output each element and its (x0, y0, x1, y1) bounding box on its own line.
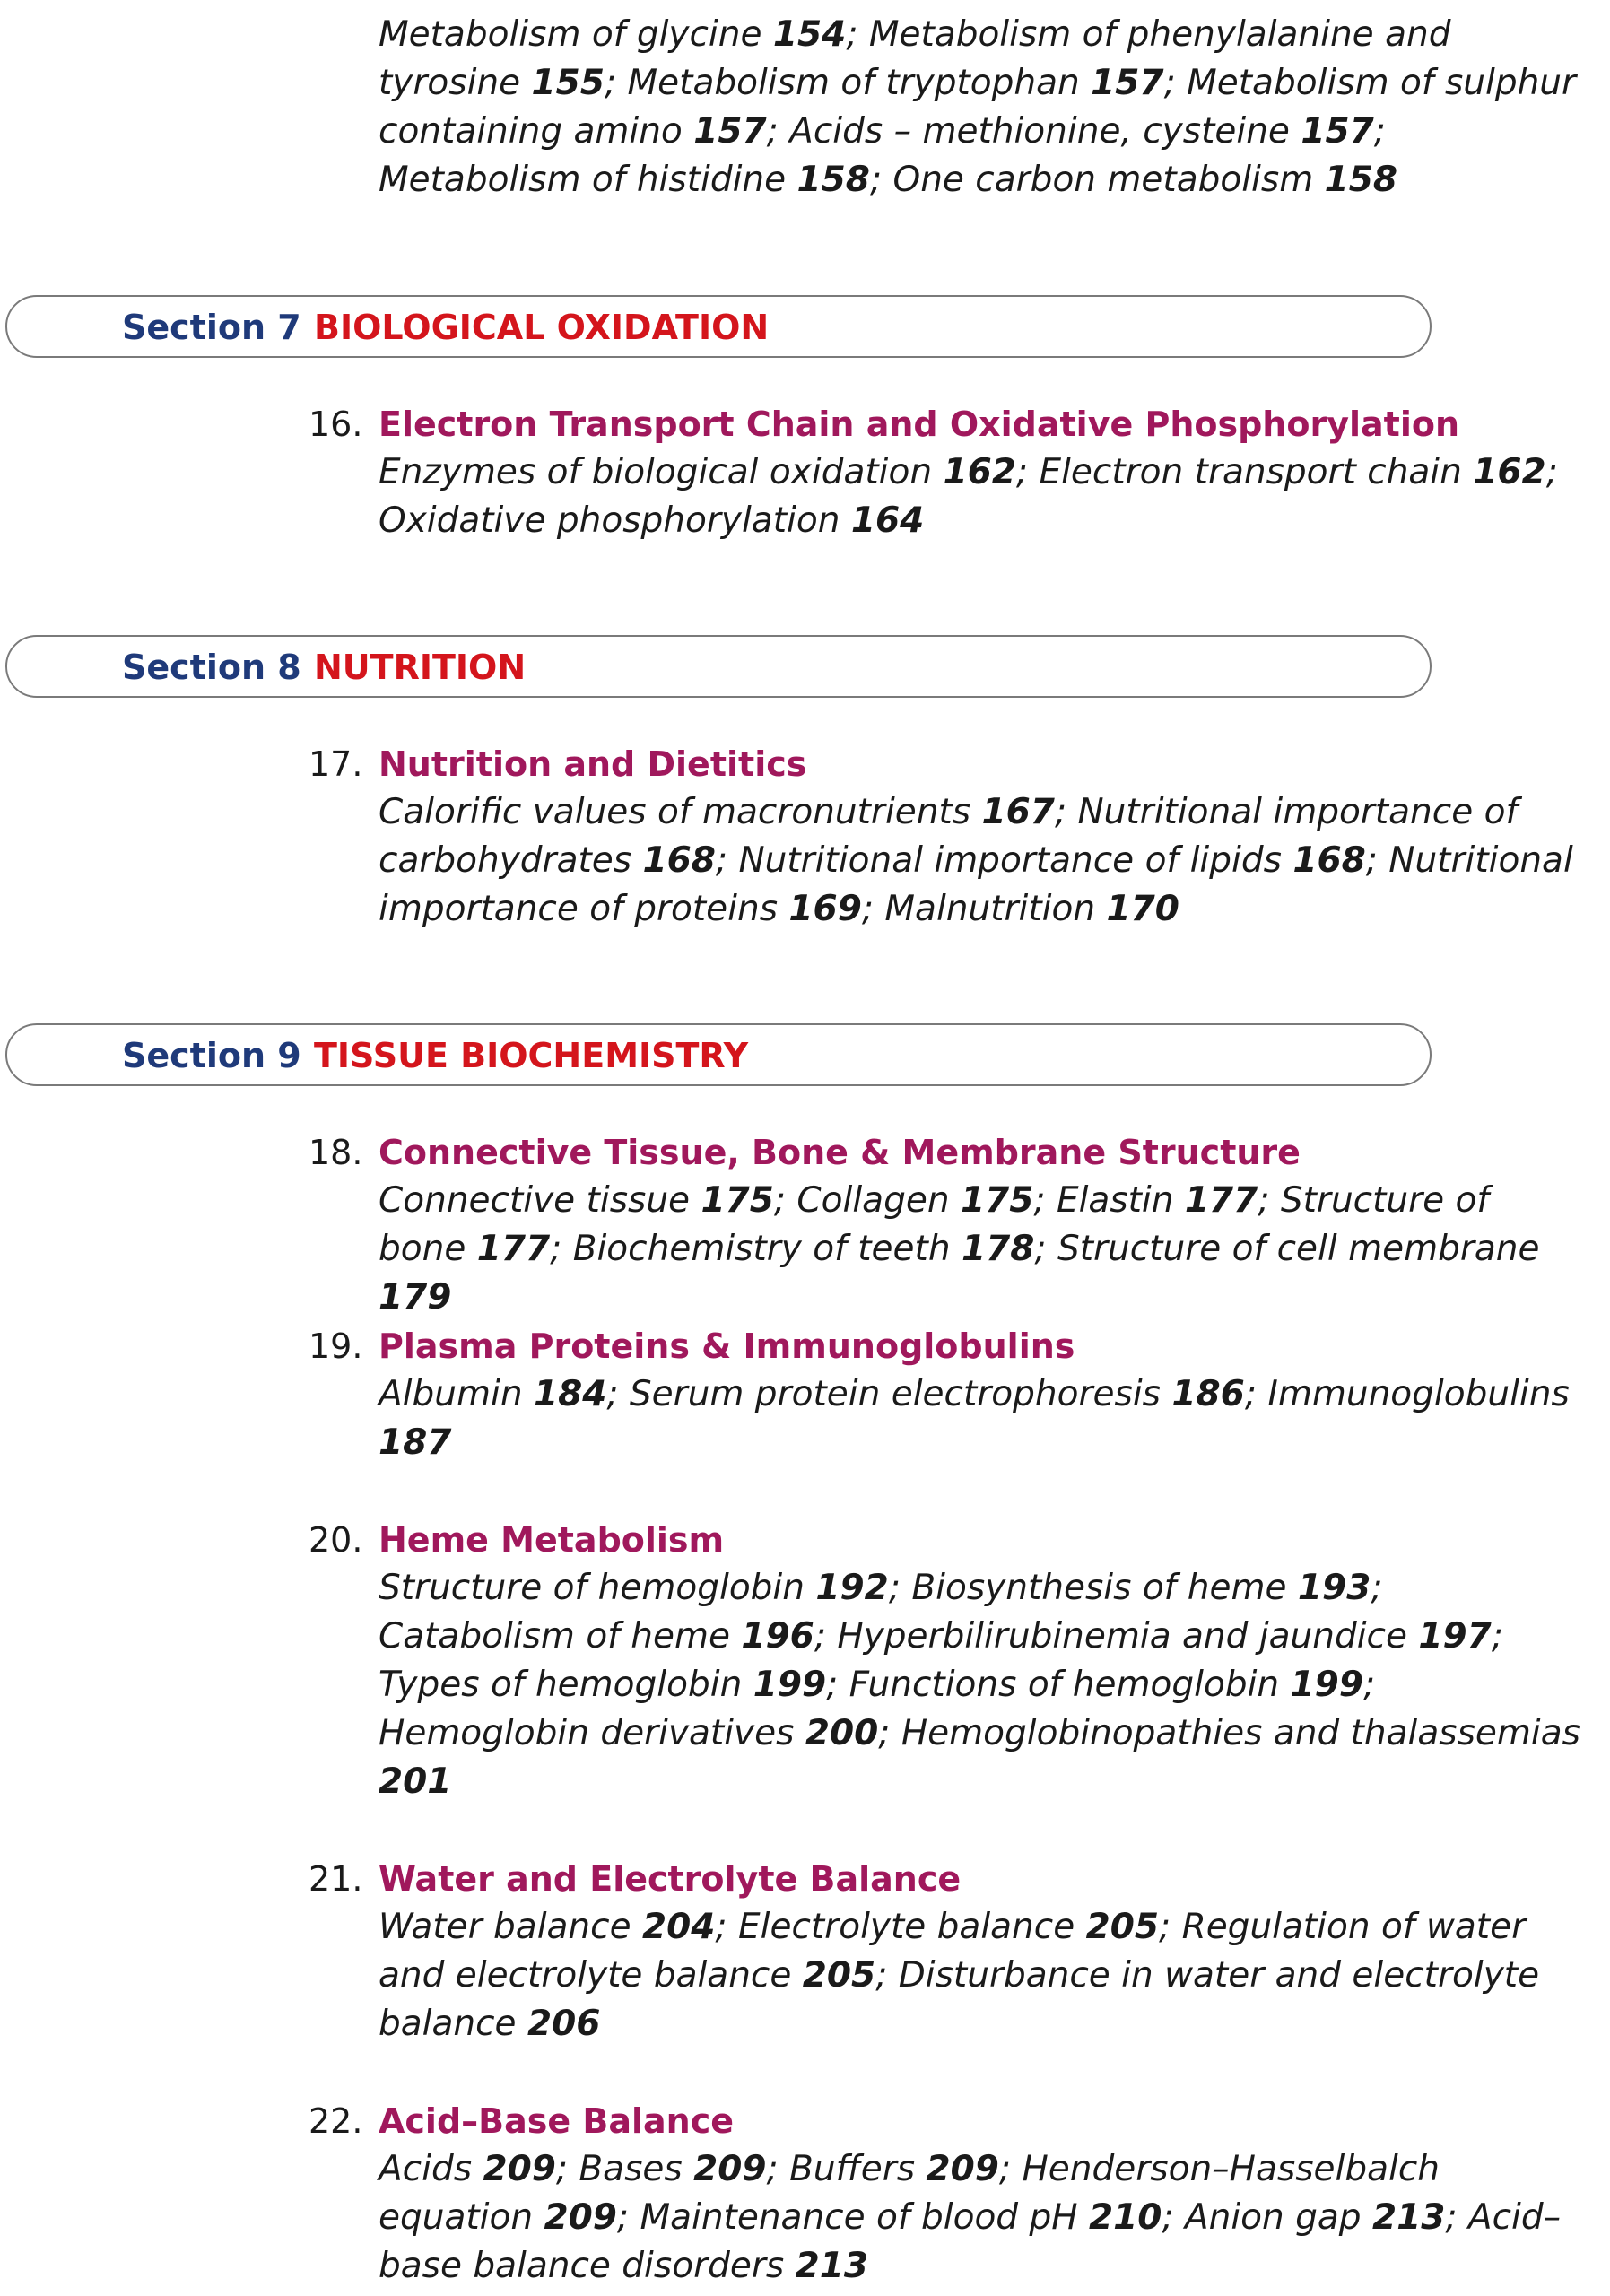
topic-page-number: 154 (772, 14, 847, 55)
topic-page-number: 164 (850, 500, 925, 541)
chapter-heading (309, 1322, 1582, 1370)
topic-text: Hemoglobin derivatives (379, 1713, 795, 1753)
section-title: BIOLOGICAL OXIDATION (314, 308, 770, 347)
topic-text: Henderson–Hasselbalch equation (379, 2149, 1440, 2238)
topic-text: One carbon metabolism (892, 160, 1314, 200)
chapter-title: Heme Metabolism (379, 1520, 725, 1560)
topic-text: Metabolism of phenylalanine and tyrosine (379, 14, 1451, 103)
section-header-7 (5, 295, 1432, 358)
chapter-title: Connective Tissue, Bone & Membrane Structure (379, 1133, 1301, 1172)
chapter-heading (309, 1855, 1582, 1903)
topic-text: Nutritional importance of proteins (379, 840, 1573, 929)
topic-text: Acids (379, 2149, 473, 2189)
topic-text: Acids – methionine, cysteine (789, 111, 1290, 152)
topic-text: Collagen (796, 1180, 950, 1221)
chapter-entry (309, 2097, 1582, 2291)
topic-text: Water balance (379, 1907, 631, 1947)
chapter-topic-list: Water balance 204; Electrolyte balance 205; Regulation of water and electrolyte balance 205; Disturbance in water and electrolyte balance 206 (379, 1907, 1540, 2044)
topic-page-number: 184 (533, 1374, 607, 1414)
topic-page-number: 213 (795, 2246, 869, 2286)
chapter-title: Electron Transport Chain and Oxidative Phosphorylation (379, 404, 1459, 444)
topic-page-number: 201 (379, 1761, 452, 1802)
topic-text: Metabolism of histidine (379, 160, 787, 200)
topic-page-number: 157 (693, 111, 767, 152)
chapter-topic-list: Calorific values of macronutrients 167; Nutritional importance of carbohydrates 168; Nutritional importance of lipids 168; Nutritional importance of proteins 169; Malnutrition 170 (379, 792, 1573, 929)
chapter-heading (309, 400, 1582, 448)
topic-text: Metabolism of tryptophan (627, 63, 1080, 103)
chapter-heading (309, 2097, 1582, 2145)
topic-text: Oxidative phosphorylation (379, 500, 840, 541)
topic-text: Hyperbilirubinemia and jaundice (837, 1616, 1407, 1657)
topic-page-number: 167 (981, 792, 1055, 832)
topic-page-number: 210 (1088, 2197, 1162, 2238)
topic-page-number: 199 (1290, 1665, 1363, 1705)
chapter-entry (309, 1322, 1582, 1467)
topic-text: Enzymes of biological oxidation (379, 452, 933, 492)
continued-topic-list: Metabolism of glycine 154; Metabolism of phenylalanine and tyrosine 155; Metabolism of tryptophan 157; Metabolism of sulphur containing amino 157; Acids – methionine, cysteine 157; Metabolism of histidine 158; One carbon metabolism 158 (379, 14, 1577, 200)
section-header-8 (5, 635, 1432, 698)
chapter-heading (309, 1516, 1582, 1564)
topic-page-number: 200 (805, 1713, 879, 1753)
topic-text: Biosynthesis of heme (911, 1568, 1287, 1608)
topic-page-number: 193 (1297, 1568, 1371, 1608)
chapter-entry (309, 740, 1582, 934)
topic-text: Metabolism of sulphur containing amino (379, 63, 1577, 152)
chapter-number: 16. (309, 404, 363, 444)
topic-text: Immunoglobulins (1267, 1374, 1570, 1414)
topic-page-number: 209 (544, 2197, 617, 2238)
topic-text: Biochemistry of teeth (572, 1229, 951, 1269)
topic-text: Elastin (1056, 1180, 1174, 1221)
topic-page-number: 187 (379, 1422, 452, 1463)
topic-page-number: 209 (693, 2149, 767, 2189)
topic-text: Structure of hemoglobin (379, 1568, 805, 1608)
topic-page-number: 204 (642, 1907, 716, 1947)
chapter-heading (309, 1128, 1582, 1177)
topic-page-number: 162 (1473, 452, 1546, 492)
topic-text: Nutritional importance of carbohydrates (379, 792, 1519, 881)
topic-page-number: 177 (1184, 1180, 1258, 1221)
topic-text: Types of hemoglobin (379, 1665, 743, 1705)
topic-text: Anion gap (1184, 2197, 1362, 2238)
chapter-title: Water and Electrolyte Balance (379, 1859, 962, 1899)
section-label: Section 8 (122, 648, 301, 687)
topic-text: Malnutrition (884, 889, 1096, 929)
topic-page-number: 169 (788, 889, 862, 929)
chapter-title: Acid–Base Balance (379, 2101, 735, 2141)
section-title: NUTRITION (314, 648, 527, 687)
topic-text: Catabolism of heme (379, 1616, 730, 1657)
topic-page-number: 209 (483, 2149, 556, 2189)
topic-text: Disturbance in water and electrolyte balance (379, 1955, 1540, 2044)
topic-page-number: 157 (1301, 111, 1374, 152)
topic-page-number: 158 (796, 160, 870, 200)
chapter-topic-list: Enzymes of biological oxidation 162; Electron transport chain 162; Oxidative phosphorylation 164 (379, 452, 1558, 541)
topic-page-number: 196 (741, 1616, 814, 1657)
chapter-title: Nutrition and Dietitics (379, 744, 807, 784)
topic-page-number: 205 (802, 1955, 876, 1996)
chapter-number: 18. (309, 1133, 363, 1172)
topic-page-number: 197 (1418, 1616, 1492, 1657)
topic-text: Bases (579, 2149, 683, 2189)
topic-text: Connective tissue (379, 1180, 691, 1221)
topic-page-number: 205 (1085, 1907, 1160, 1947)
chapter-entry (309, 1516, 1582, 1806)
topic-text: Regulation of water and electrolyte balance (379, 1907, 1527, 1996)
topic-page-number: 186 (1171, 1374, 1245, 1414)
topic-page-number: 168 (1292, 840, 1366, 881)
topic-text: Functions of hemoglobin (849, 1665, 1280, 1705)
topic-text: Serum protein electrophoresis (629, 1374, 1161, 1414)
chapter-entry (309, 1128, 1582, 1322)
topic-text: Electron transport chain (1039, 452, 1462, 492)
topic-page-number: 177 (476, 1229, 551, 1269)
topic-text: Albumin (379, 1374, 523, 1414)
topic-text: Acid–base balance disorders (379, 2197, 1562, 2286)
chapter-topic-list: Connective tissue 175; Collagen 175; Elastin 177; Structure of bone 177; Biochemistry of teeth 178; Structure of cell membrane 179 (379, 1180, 1540, 1318)
section-label: Section 7 (122, 308, 301, 347)
section-title: TISSUE BIOCHEMISTRY (314, 1036, 749, 1075)
topic-page-number: 157 (1091, 63, 1164, 103)
topic-page-number: 206 (527, 2004, 601, 2044)
topic-page-number: 162 (943, 452, 1016, 492)
chapter-number: 19. (309, 1326, 363, 1366)
chapter-topic-list: Albumin 184; Serum protein electrophoresis 186; Immunoglobulins 187 (379, 1374, 1570, 1463)
topic-page-number: 168 (642, 840, 716, 881)
topic-text: Maintenance of blood pH (640, 2197, 1078, 2238)
topic-page-number: 175 (960, 1180, 1034, 1221)
topic-page-number: 213 (1371, 2197, 1446, 2238)
chapter-entry (309, 1855, 1582, 2048)
topic-page-number: 199 (753, 1665, 827, 1705)
chapter-entry (309, 400, 1582, 545)
chapter-number: 17. (309, 744, 363, 784)
topic-page-number: 192 (815, 1568, 889, 1608)
topic-text: Buffers (789, 2149, 916, 2189)
topic-text: Structure of bone (379, 1180, 1490, 1269)
topic-text: Hemoglobinopathies and thalassemias (901, 1713, 1580, 1753)
chapter-number: 22. (309, 2101, 363, 2141)
topic-page-number: 175 (701, 1180, 774, 1221)
topic-text: Nutritional importance of lipids (738, 840, 1282, 881)
topic-page-number: 155 (531, 63, 605, 103)
chapter-topic-list: Acids 209; Bases 209; Buffers 209; Henderson–Hasselbalch equation 209; Maintenance of blood pH 210; Anion gap 213; Acid–base balance disorders 213 (379, 2149, 1562, 2286)
chapter-topic-list: Structure of hemoglobin 192; Biosynthesis of heme 193; Catabolism of heme 196; Hyperbilirubinemia and jaundice 197; Types of hemoglobin 199; Functions of hemoglobin 199; Hemoglobin derivatives 200; Hemoglobinopathies and thalassemias 201 (379, 1568, 1580, 1802)
section-header-9 (5, 1023, 1432, 1086)
chapter-number: 21. (309, 1859, 363, 1899)
topic-text: Calorific values of macronutrients (379, 792, 971, 832)
chapter-heading (309, 740, 1582, 788)
topic-page-number: 209 (926, 2149, 999, 2189)
topic-page-number: 158 (1324, 160, 1398, 200)
topic-page-number: 179 (379, 1277, 452, 1318)
section-label: Section 9 (122, 1036, 301, 1075)
topic-page-number: 178 (961, 1229, 1035, 1269)
topic-page-number: 170 (1106, 889, 1179, 929)
topic-text: Electrolyte balance (737, 1907, 1075, 1947)
chapter-title: Plasma Proteins & Immunoglobulins (379, 1326, 1075, 1366)
topic-text: Structure of cell membrane (1057, 1229, 1540, 1269)
chapter-number: 20. (309, 1520, 363, 1560)
topic-text: Metabolism of glycine (379, 14, 762, 55)
